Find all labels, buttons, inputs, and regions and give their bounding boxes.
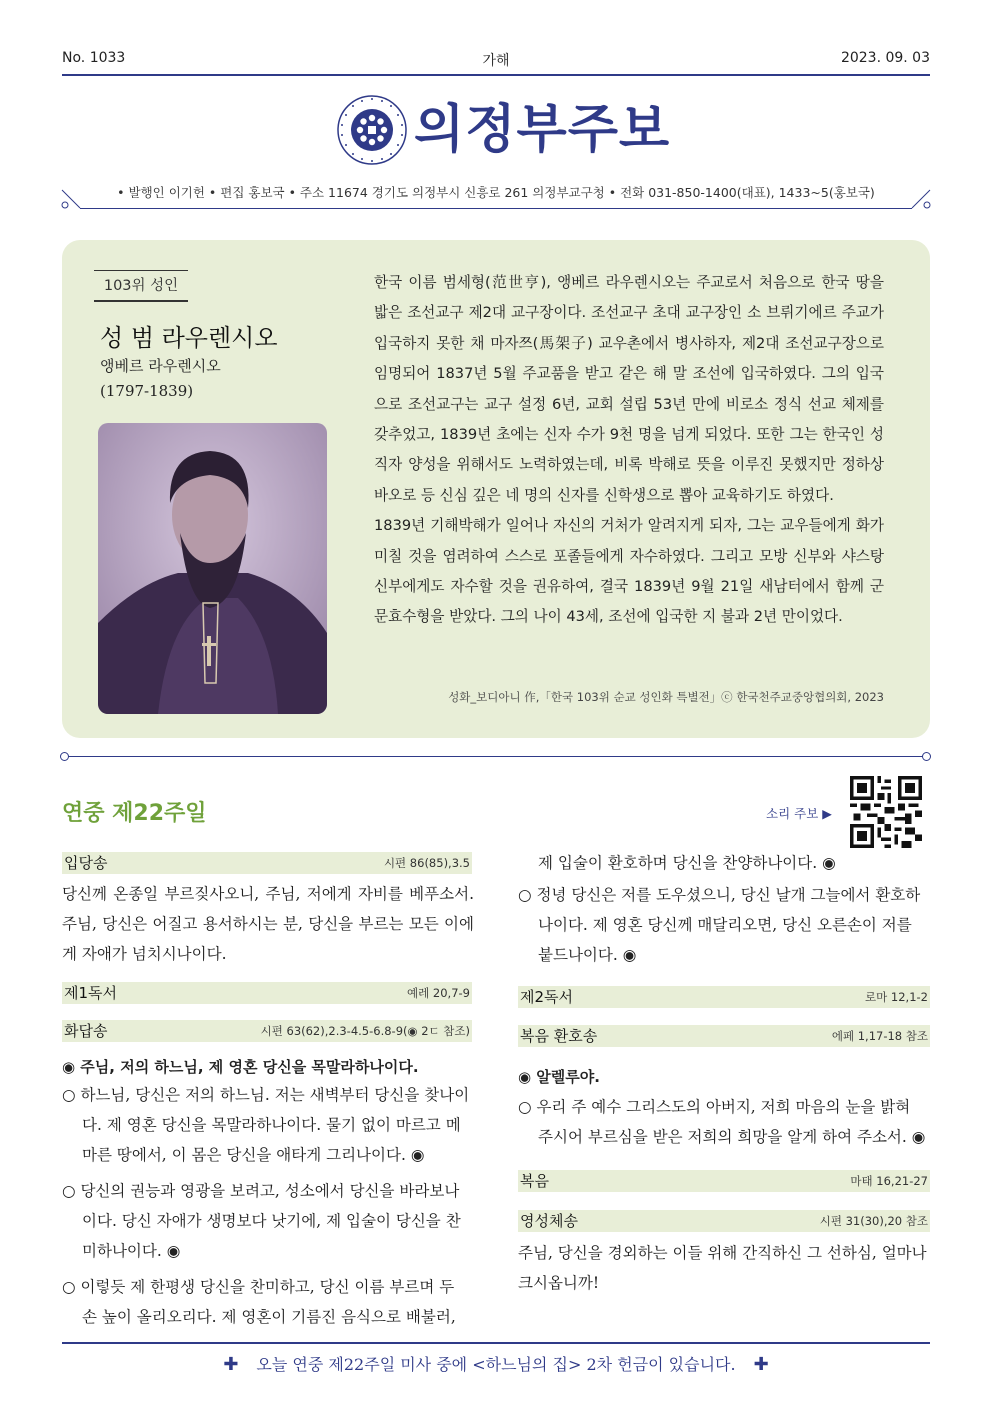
saint-subtitle: 앵베르 라우렌시오: [100, 357, 221, 375]
saint-paragraph-2: 1839년 기해박해가 일어나 자신의 거처가 알려지게 되자, 그는 교우들에게 화가 미칠 것을 염려하여 스스로 포졸들에게 자수하였다. 그리고 모방 신부와 샤스탕 신부에게도 자수할 것을 권유하여, 결국 1839년 9월 21일 새남터에서 함께 군문효수형을 받았다. 그의 나이 43세, 조선에 입국한 지 불과 2년 만이었다.: [374, 517, 884, 626]
divider-dot-left: [60, 752, 69, 761]
cross-icon: ✚: [223, 1354, 239, 1375]
gospel-ref: 마태 16,21-27: [850, 1174, 928, 1188]
psalm-ref: 시편 63(62),2.3-4.5-6.8-9(◉ 2ㄷ 참조): [260, 1024, 470, 1038]
info-rule: [80, 208, 912, 209]
entrance-antiphon-title: 입당송: [64, 854, 108, 872]
psalm-verse-2: ○ 당신의 권능과 영광을 보려고, 성소에서 당신을 바라보나이다. 당신 자애가 생명보다 낫기에, 제 입술이 당신을 찬미하나이다. ◉: [62, 1182, 461, 1260]
issue-number: No. 1033: [62, 50, 126, 66]
second-reading-title: 제2독서: [520, 988, 574, 1006]
issue-date: 2023. 09. 03: [840, 50, 930, 66]
alleluia-response: ◉ 알렐루야.: [518, 1068, 600, 1086]
saint-biography: [374, 268, 884, 633]
rule-ornament-right: [908, 188, 932, 212]
gospel-title: 복음: [520, 1172, 549, 1190]
bottom-rule: [62, 1342, 930, 1344]
rule-ornament-left: [60, 188, 84, 212]
alleluia-verse-wrap: [518, 1092, 930, 1152]
masthead-title: 의정부주보: [414, 100, 671, 160]
psalm-verse-4-wrap: [518, 880, 930, 970]
cross-icon: ✚: [753, 1354, 769, 1375]
communion-ref: 시편 31(30),20 참조: [819, 1214, 928, 1228]
image-credit: 성화_보디아니 作,「한국 103위 순교 성인화 특별전」ⓒ 한국천주교중앙협의회, 2023: [448, 690, 884, 704]
liturgical-cycle: 가해: [482, 53, 510, 69]
psalm-title: 화답송: [64, 1022, 108, 1040]
notice-text: 오늘 연중 제22주일 미사 중에 <하느님의 집> 2차 헌금이 있습니다.: [256, 1355, 736, 1374]
psalm-verse-3: ○ 이렇듯 제 한평생 당신을 찬미하고, 당신 이름 부르며 두 손 높이 올리오리다. 제 영혼이 기름진 음식으로 배불러,: [62, 1278, 456, 1326]
alleluia-ref: 에페 1,17-18 참조: [831, 1029, 928, 1043]
sound-bulletin-link[interactable]: 소리 주보 ▶: [766, 806, 832, 821]
psalm-verse-3-continued: 제 입술이 환호하며 당신을 찬양하나이다. ◉: [538, 854, 836, 872]
psalm-verse-4: ○ 정녕 당신은 저를 도우셨으니, 당신 날개 그늘에서 환호하나이다. 제 영혼 당신께 매달리오면, 당신 오른손이 저를 붙드나이다. ◉: [518, 886, 921, 964]
saint-portrait: [98, 423, 327, 714]
diocese-seal-logo: [336, 94, 408, 166]
sunday-title: 연중 제22주일: [62, 801, 207, 826]
saint-name: 성 범 라우렌시오: [100, 324, 278, 352]
saint-tag-rule: [94, 270, 188, 271]
saint-paragraph-1: 한국 이름 범세형(范世亨), 앵베르 라우렌시오는 주교로서 처음으로 한국 땅을 밟은 조선교구 제2대 교구장이다. 조선교구 초대 교구장인 소 브뤼기에르 주교가 입국하지 못한 채 마자쯔(馬架子) 교우촌에서 병사하자, 제2대 조선교구장으로 임명되어 1837년 5월 주교품을 받고 같은 해 말 조선에 입국하였다. 그의 입국으로 조선교구는 교구 설정 6년, 교회 설립 53년 만에 비로소 정식 선교 체제를 갖추었고, 1839년 초에는 신자 수가 9천 명을 넘게 되었다. 또한 그는 한국인 성직자 양성을 위해서도 노력하였는데, 비록 박해로 뜻을 이루진 못했지만 정하상 바오로 등 신심 깊은 네 명의 신자를 신학생으로 뽑아 교육하기도 하였다.: [374, 274, 884, 504]
communion-title: 영성체송: [520, 1212, 578, 1230]
publisher-info: • 발행인 이기헌 • 편집 홍보국 • 주소 11674 경기도 의정부시 신흥로 261 의정부교구청 • 전화 031-850-1400(대표), 1433~5(홍보국): [117, 185, 875, 200]
psalm-verse-1: ○ 하느님, 당신은 저의 하느님. 저는 새벽부터 당신을 찾나이다. 제 영혼 당신을 목말라하나이다. 물기 없이 마르고 메마른 땅에서, 이 몸은 당신을 애타게 그리나이다. ◉: [62, 1086, 470, 1164]
entrance-antiphon-ref: 시편 86(85),3.5: [383, 856, 470, 870]
saint-tag: 103위 성인: [94, 272, 188, 302]
saint-years: (1797-1839): [100, 382, 194, 400]
section-divider: [66, 756, 926, 757]
entrance-antiphon-text: 당신께 온종일 부르짖사오니, 주님, 저에게 자비를 베푸소서. 주님, 당신은 어질고 용서하시는 분, 당신을 부르는 모든 이에게 자애가 넘치시나이다.: [62, 885, 474, 963]
psalm-verses: [62, 1080, 474, 1332]
communion-text: 주님, 당신을 경외하는 이들 위해 간직하신 그 선하심, 얼마나 크시옵니까!: [518, 1244, 927, 1292]
footer-notice: [0, 1352, 992, 1375]
qr-code-icon[interactable]: [850, 776, 922, 848]
alleluia-title: 복음 환호송: [520, 1027, 598, 1045]
psalm-response: ◉ 주님, 저의 하느님, 제 영혼 당신을 목말라하나이다.: [62, 1058, 419, 1076]
second-reading-ref: 로마 12,1-2: [865, 990, 928, 1004]
first-reading-ref: 예레 20,7-9: [407, 986, 470, 1000]
first-reading-title: 제1독서: [64, 984, 118, 1002]
divider-dot-right: [922, 752, 931, 761]
top-rule: [62, 74, 930, 76]
alleluia-verse: ○ 우리 주 예수 그리스도의 아버지, 저희 마음의 눈을 밝혀 주시어 부르심을 받은 저희의 희망을 알게 하여 주소서. ◉: [518, 1098, 926, 1146]
